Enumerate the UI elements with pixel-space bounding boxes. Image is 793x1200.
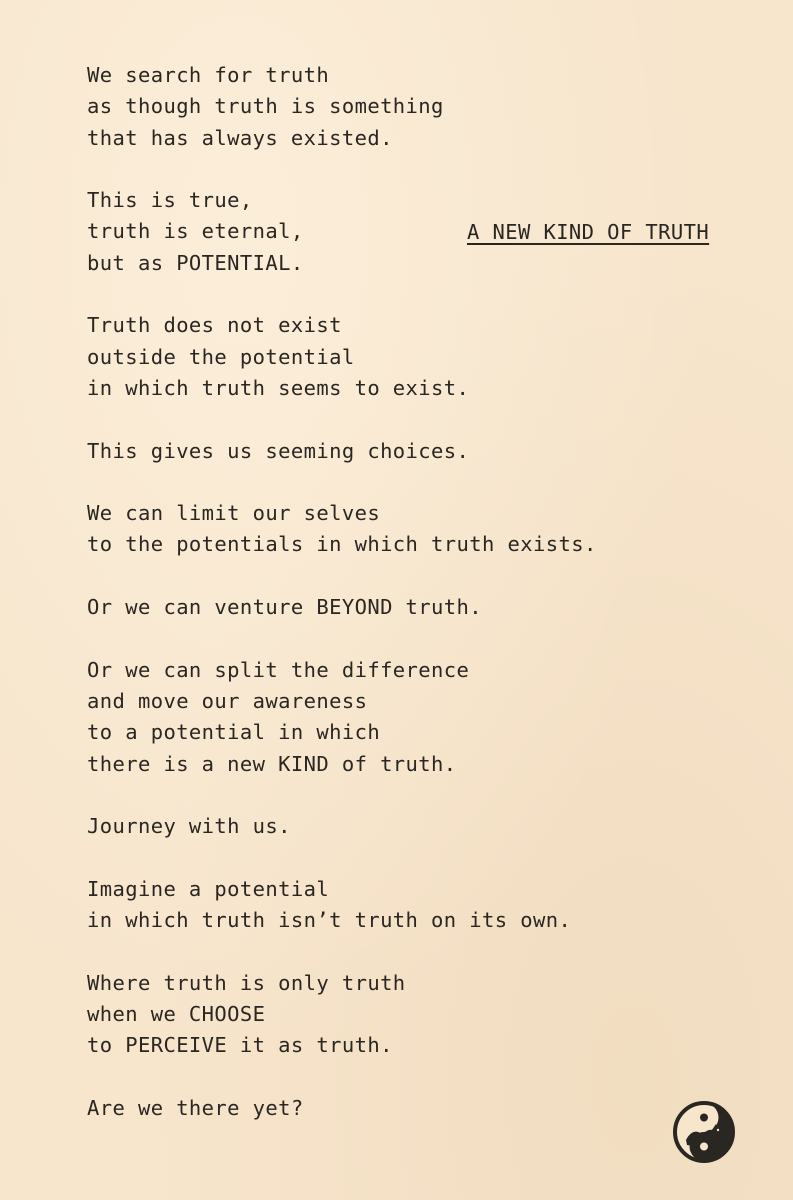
stanza-10 xyxy=(87,968,747,1062)
poem-line: there is a new KIND of truth. xyxy=(87,751,457,776)
poem-body xyxy=(87,60,747,1155)
poem-line: truth is eternal, xyxy=(87,219,304,244)
poem-line: that has always existed. xyxy=(87,125,393,150)
poem-line: outside the potential xyxy=(87,344,355,369)
poem-line: Or we can split the difference xyxy=(87,657,470,682)
poem-line: to the potentials in which truth exists. xyxy=(87,532,597,557)
stanza-7 xyxy=(87,655,747,780)
stanza-11 xyxy=(87,1093,747,1124)
poem-line: as though truth is something xyxy=(87,94,444,119)
poem-line: We can limit our selves xyxy=(87,501,381,526)
stanza-6 xyxy=(87,592,747,623)
poem-line: Are we there yet? xyxy=(87,1095,304,1120)
poem-line: but as POTENTIAL. xyxy=(87,250,304,275)
poem-line: Journey with us. xyxy=(87,814,291,839)
stanza-4 xyxy=(87,436,747,467)
poem-line: and move our awareness xyxy=(87,688,368,713)
yin-yang-dragon-icon xyxy=(672,1100,736,1164)
poem-line: This is true, xyxy=(87,188,253,213)
stanza-5 xyxy=(87,498,747,561)
poem-line: Truth does not exist xyxy=(87,313,342,338)
poem-line: Or we can venture BEYOND truth. xyxy=(87,595,483,620)
page-title: A NEW KIND OF TRUTH xyxy=(467,220,710,244)
stanza-8 xyxy=(87,811,747,842)
stanza-9 xyxy=(87,874,747,937)
poem-line: Where truth is only truth xyxy=(87,970,406,995)
poem-line: Imagine a potential xyxy=(87,876,330,901)
poem-line: We search for truth xyxy=(87,63,330,87)
poem-line: when we CHOOSE xyxy=(87,1001,266,1026)
poem-line: to a potential in which xyxy=(87,720,381,745)
stanza-3 xyxy=(87,310,747,404)
stanza-1 xyxy=(87,60,747,154)
poem-line: to PERCEIVE it as truth. xyxy=(87,1033,393,1058)
poem-line: in which truth isn’t truth on its own. xyxy=(87,908,572,933)
poem-line: This gives us seeming choices. xyxy=(87,438,470,463)
poem-line: in which truth seems to exist. xyxy=(87,375,470,400)
stanza-2 xyxy=(87,185,747,279)
